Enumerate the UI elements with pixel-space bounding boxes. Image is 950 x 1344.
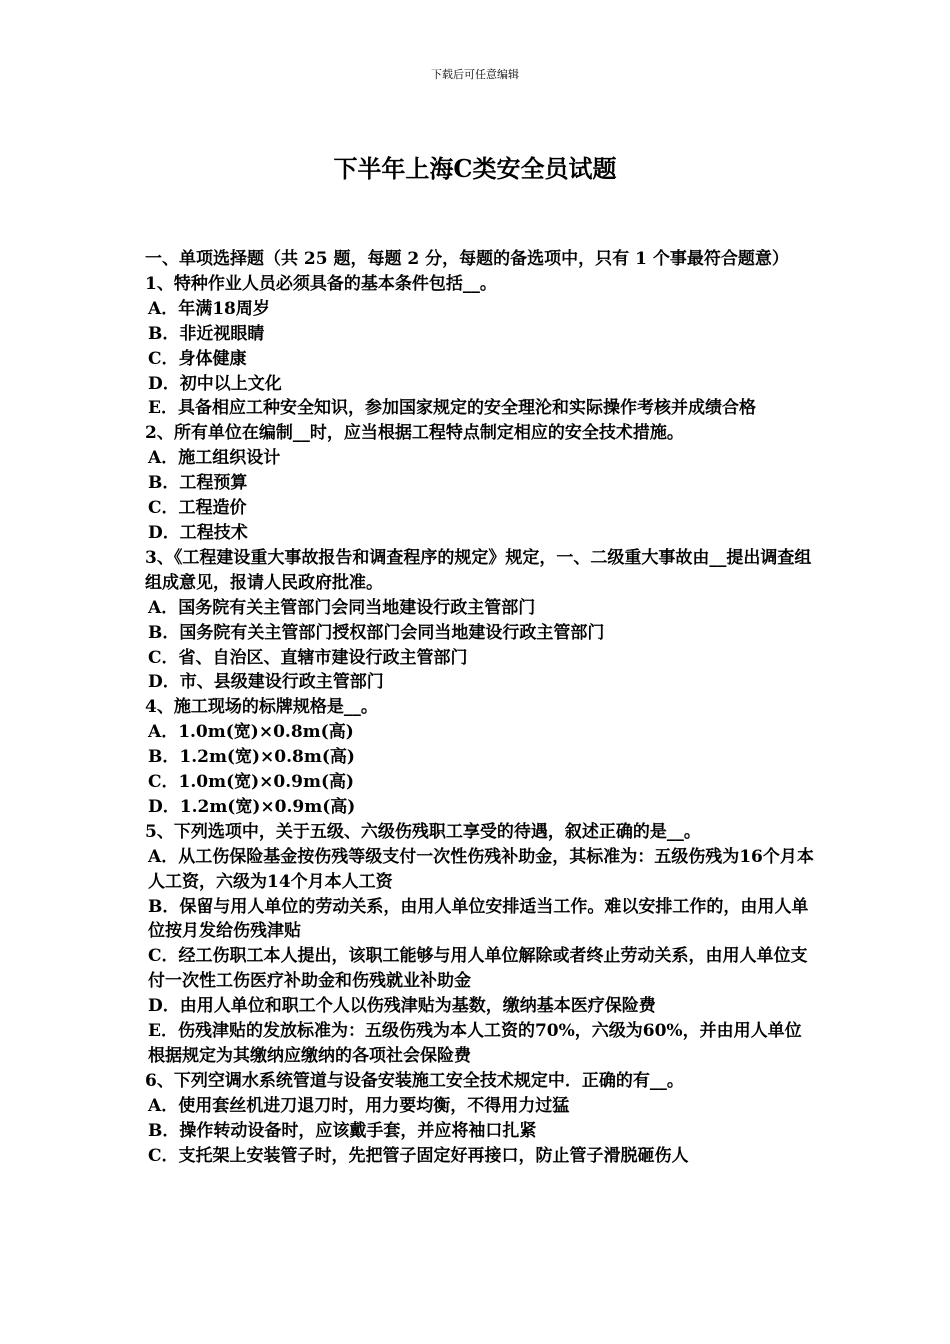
option-a: A．从工伤保险基金按伤残等级支付一次性伤残补助金，其标准为：五级伤残为16个月本人工资，六级为14个月本人工资 [148, 846, 814, 892]
question-stem: 2、所有单位在编制__时，应当根据工程特点制定相应的安全技术措施。 [145, 423, 684, 444]
option-b: B．国务院有关主管部门授权部门会同当地建设行政主管部门 [148, 622, 605, 643]
option-a: A．国务院有关主管部门会同当地建设行政主管部门 [148, 597, 536, 618]
option-d: D．工程技术 [148, 522, 248, 543]
option-c: C．1.0m(宽)×0.9m(高) [148, 772, 355, 793]
option-a: A．施工组织设计 [148, 448, 281, 469]
option-d: D．市、县级建设行政主管部门 [148, 672, 384, 693]
option-d: D．由用人单位和职工个人以伤残津贴为基数，缴纳基本医疗保险费 [148, 996, 656, 1017]
option-d: D．1.2m(宽)×0.9m(高) [148, 796, 356, 817]
question-stem: 6、下列空调水系统管道与设备安装施工安全技术规定中．正确的有__。 [145, 1070, 684, 1091]
option-b: B．操作转动设备时，应该戴手套，并应将袖口扎紧 [148, 1120, 537, 1141]
option-d: D．初中以上文化 [148, 373, 282, 394]
document-body [145, 247, 815, 1169]
option-a: A．使用套丝机进刀退刀时，用力要均衡，不得用力过猛 [148, 1095, 570, 1116]
document-title: 下半年上海C类安全员试题 [333, 154, 617, 183]
question-stem: 1、特种作业人员必须具备的基本条件包括__。 [145, 273, 497, 294]
option-b: B．工程预算 [148, 473, 248, 494]
question-stem: 3、《工程建设重大事故报告和调查程序的规定》规定，一、二级重大事故由__提出调查组组成意见，报请人民政府批准。 [145, 547, 812, 593]
section-heading: 一、单项选择题（共 25 题，每题 2 分，每题的备选项中，只有 1 个事最符合题意） [145, 249, 789, 269]
question-2 [145, 421, 815, 546]
option-b: B．非近视眼睛 [148, 323, 265, 344]
option-c: C．经工伤职工本人提出，该职工能够与用人单位解除或者终止劳动关系，由用人单位支付一次性工伤医疗补助金和伤残就业补助金 [148, 946, 808, 992]
question-4 [145, 695, 815, 820]
option-a: A．年满18周岁 [148, 298, 270, 319]
header-note: 下载后可任意编辑 [431, 68, 519, 81]
question-stem: 4、施工现场的标牌规格是__。 [145, 697, 378, 718]
option-c: C．省、自治区、直辖市建设行政主管部门 [148, 647, 468, 668]
option-c: C．支托架上安装管子时，先把管子固定好再接口，防止管子滑脱砸伤人 [148, 1145, 689, 1166]
question-stem: 5、下列选项中，关于五级、六级伤残职工享受的待遇，叙述正确的是__。 [145, 821, 701, 842]
option-e: E．具备相应工种安全知识，参加国家规定的安全理沦和实际操作考核并成绩合格 [148, 398, 756, 419]
question-5 [145, 820, 815, 1069]
question-6 [145, 1069, 815, 1169]
option-c: C．身体健康 [148, 348, 247, 369]
question-3 [145, 546, 815, 695]
option-b: B．保留与用人单位的劳动关系，由用人单位安排适当工作。难以安排工作的，由用人单位按月发给伤残津贴 [148, 896, 809, 942]
option-b: B．1.2m(宽)×0.8m(高) [148, 747, 355, 768]
option-e: E．伤残津贴的发放标准为：五级伤残为本人工资的70%，六级为60%，并由用人单位根据规定为其缴纳应缴纳的各项社会保险费 [148, 1021, 802, 1066]
option-c: C．工程造价 [148, 498, 247, 519]
question-1 [145, 272, 815, 421]
option-a: A．1.0m(宽)×0.8m(高) [148, 722, 354, 743]
